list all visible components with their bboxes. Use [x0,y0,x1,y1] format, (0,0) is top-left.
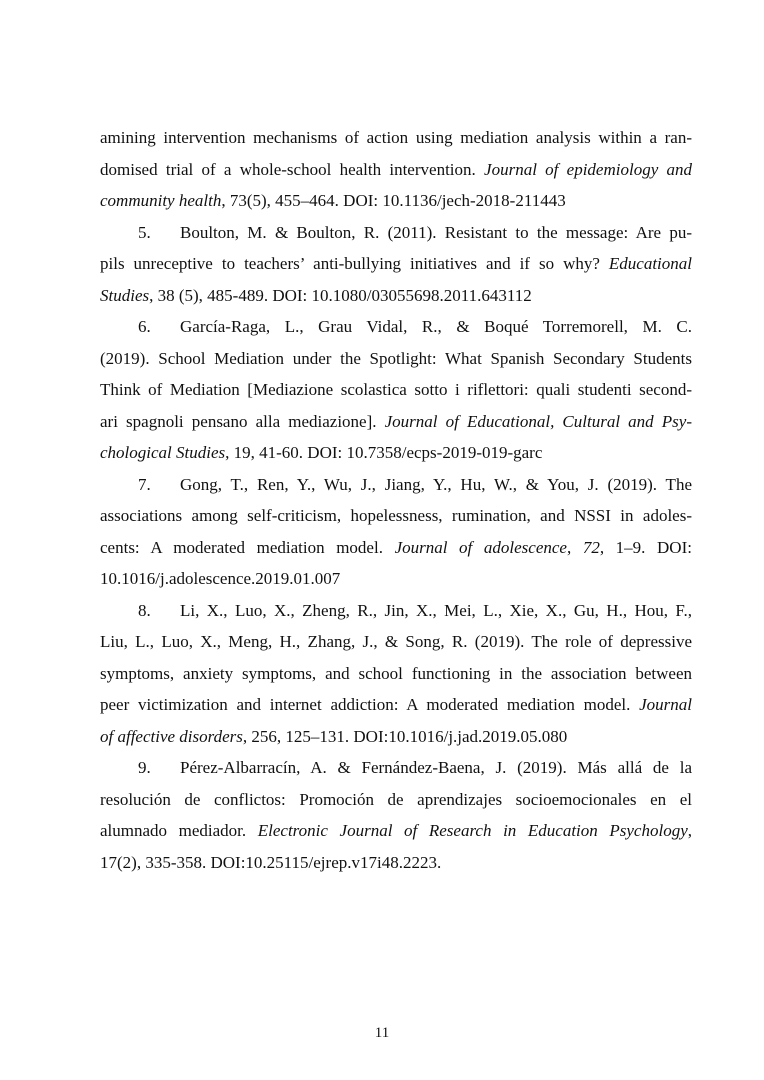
reference-line: cents: A moderated mediation model. Journal of adolescence, 72, 1–9. DOI: [100,537,692,557]
reference-line: symptoms, anxiety symptoms, and school functioning in the association between [100,663,692,683]
italic-title: Educational [608,254,692,273]
reference-number: 5. [138,222,151,242]
italic-title: of affective disorders [100,726,243,746]
reference-line: domised trial of a whole-school health intervention. Journal of epidemiology and [100,159,692,179]
reference-line: 6. García-Raga, L., Grau Vidal, R., & Boqué Torremorell, M. C. [100,311,692,343]
reference-line: chological Studies, 19, 41-60. DOI: 10.7358/ecps-2019-019-garc [100,443,543,462]
reference-line: alumnado mediador. Electronic Journal of Research in Education Psychology, [100,821,692,840]
reference-line: of affective disorders, 256, 125–131. DOI:10.1016/j.jad.2019.05.080 [100,726,568,746]
reference-line: peer victimization and internet addiction: A moderated mediation model. Journal [100,695,692,714]
references [100,217,692,879]
reference-entry [100,595,692,753]
italic-title: Journal [639,695,692,714]
reference-line: amining intervention mechanisms of action using mediation analysis within a ran- [100,128,692,147]
reference-line: Think of Mediation [Mediazione scolastica sotto i riflettori: quali studenti second- [100,380,692,399]
italic-title: Journal of Educational, Cultural and Psy- [384,411,692,431]
reference-number: 7. [138,474,151,494]
reference-line: 8. Li, X., Luo, X., Zheng, R., Jin, X., Mei, L., Xie, X., Gu, H., Hou, F., [100,595,692,627]
reference-number: 6. [138,317,151,336]
reference-number: 8. [138,600,151,620]
reference-line: 7. Gong, T., Ren, Y., Wu, J., Jiang, Y., Hu, W., & You, J. (2019). The [100,469,692,501]
reference-line: resolución de conflictos: Promoción de aprendizajes socioemocionales en el [100,789,692,809]
reference-line: Studies, 38 (5), 485-489. DOI: 10.1080/03055698.2011.643112 [100,285,532,305]
reference-line: associations among self-criticism, hopelessness, rumination, and NSSI in adoles- [100,506,692,525]
reference-entry [100,217,692,312]
italic-title: chological Studies [100,443,226,462]
reference-line: (2019). School Mediation under the Spotlight: What Spanish Secondary Students [100,348,692,368]
italic-title: community health [100,191,222,210]
reference-entry [100,311,692,469]
italic-title: 72 [582,537,600,557]
reference-line: 9. Pérez-Albarracín, A. & Fernández-Baena, J. (2019). Más allá de la [100,752,692,784]
reference-entry [100,469,692,595]
italic-title: Journal of epidemiology and [484,159,692,179]
reference-line: 17(2), 335-358. DOI:10.25115/ejrep.v17i48.2223. [100,852,442,872]
reference-line: community health, 73(5), 455–464. DOI: 10.1136/jech-2018-211443 [100,191,566,210]
reference-line: 5. Boulton, M. & Boulton, R. (2011). Resistant to the message: Are pu- [100,217,692,249]
italic-title: Studies [100,285,150,305]
reference-line: ari spagnoli pensano alla mediazione]. Journal of Educational, Cultural and Psy- [100,411,692,431]
reference-entry [100,752,692,878]
reference-list [100,122,692,878]
reference-line: pils unreceptive to teachers’ anti-bullying initiatives and if so why? Educational [100,254,692,273]
italic-title: Journal of adolescence [394,537,567,557]
reference-line: 10.1016/j.adolescence.2019.01.007 [100,569,341,588]
reference-number: 9. [138,758,151,777]
reference-continuation [100,122,692,217]
italic-title: Electronic Journal of Research in Education Psychology [257,821,688,840]
page-number: 11 [374,1025,390,1041]
reference-line: Liu, L., Luo, X., Meng, H., Zhang, J., & Song, R. (2019). The role of depressive [100,632,692,651]
